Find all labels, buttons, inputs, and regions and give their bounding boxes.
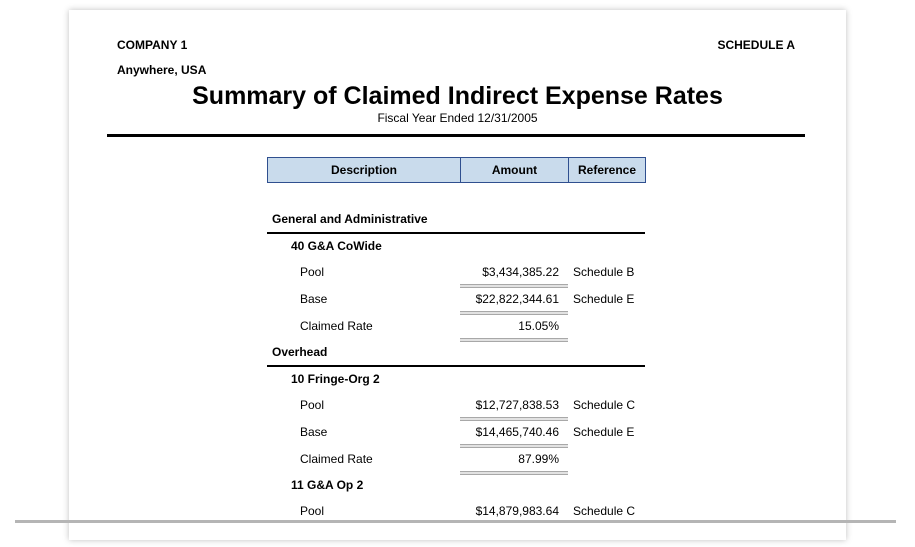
group-row (267, 472, 645, 498)
schedule-label: SCHEDULE A (717, 38, 795, 52)
row-amount: $14,879,983.64 (475, 504, 559, 518)
table-row (267, 392, 645, 418)
row-amount: $22,822,344.61 (475, 292, 559, 306)
row-reference: Schedule E (573, 292, 635, 306)
row-reference: Schedule E (573, 425, 635, 439)
group-row (267, 366, 645, 392)
row-label: Base (300, 292, 328, 306)
row-amount: 15.05% (518, 319, 559, 333)
row-amount: $3,434,385.22 (482, 265, 559, 279)
row-amount: $12,727,838.53 (475, 398, 559, 412)
row-label: Claimed Rate (300, 452, 373, 466)
group-title: 11 G&A Op 2 (291, 478, 364, 492)
row-amount: $14,465,740.46 (475, 425, 559, 439)
column-header-amount: Amount (461, 158, 569, 182)
row-reference: Schedule C (573, 504, 636, 518)
group-row (267, 233, 645, 259)
table-row (267, 313, 645, 339)
row-label: Base (300, 425, 328, 439)
table-header (267, 157, 646, 183)
bottom-divider (15, 520, 896, 523)
group-title: 40 G&A CoWide (291, 239, 382, 253)
group-title: 10 Fringe-Org 2 (291, 372, 380, 386)
section-row (267, 206, 645, 232)
column-header-reference: Reference (577, 163, 637, 177)
row-amount: 87.99% (518, 452, 559, 466)
section-title: General and Administrative (272, 212, 428, 226)
row-label: Pool (300, 504, 325, 518)
section-title: Overhead (272, 345, 328, 359)
company-location: Anywhere, USA (117, 63, 207, 77)
table-row (267, 419, 645, 445)
column-header-description: Description (268, 158, 461, 182)
table-row (267, 259, 645, 285)
row-label: Pool (300, 398, 325, 412)
report-page (69, 10, 846, 540)
row-reference: Schedule B (573, 265, 635, 279)
row-reference: Schedule C (573, 398, 636, 412)
company-name: COMPANY 1 (117, 38, 188, 52)
report-subtitle: Fiscal Year Ended 12/31/2005 (377, 111, 538, 125)
row-label: Claimed Rate (300, 319, 373, 333)
section-row (267, 339, 645, 365)
title-divider (107, 134, 805, 137)
report-title: Summary of Claimed Indirect Expense Rates (192, 82, 723, 110)
table-row (267, 286, 645, 312)
row-label: Pool (300, 265, 325, 279)
table-row (267, 446, 645, 472)
